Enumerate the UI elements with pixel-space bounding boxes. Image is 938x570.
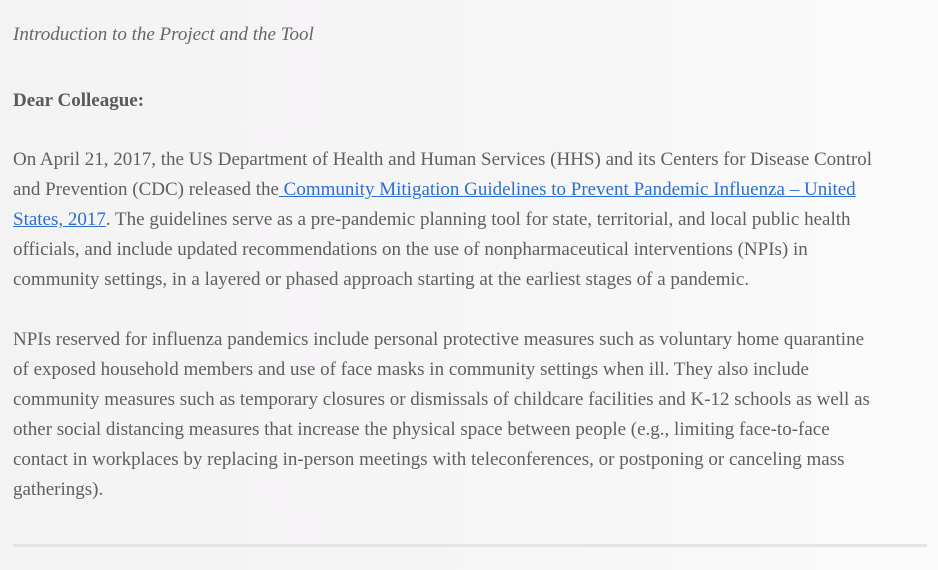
- paragraph-line: [13, 175, 923, 205]
- paragraph-text: and Prevention (CDC) released the: [13, 179, 279, 200]
- paragraph-guidelines-release: [13, 145, 923, 295]
- guidelines-link[interactable]: Community Mitigation Guidelines to Prevent Pandemic Influenza – United: [278, 179, 856, 200]
- paragraph-text: . The guidelines serve as a pre-pandemic planning tool for state, territorial, and local public health: [105, 209, 851, 230]
- document-page: [13, 0, 927, 570]
- section-title: Introduction to the Project and the Tool: [13, 24, 314, 45]
- paragraph-line: [13, 205, 923, 235]
- paragraph-npi-description: [13, 325, 923, 505]
- paragraph-line: contact in workplaces by replacing in-person meetings with teleconferences, or postponing or canceling mass: [13, 449, 845, 470]
- paragraph-line: On April 21, 2017, the US Department of Health and Human Services (HHS) and its Centers for Disease Control: [13, 149, 873, 170]
- paragraph-line: gatherings).: [13, 479, 104, 500]
- paragraph-line: community settings, in a layered or phased approach starting at the earliest stages of a pandemic.: [13, 269, 750, 290]
- letter-salutation: Dear Colleague:: [13, 90, 145, 111]
- paragraph-line: NPIs reserved for influenza pandemics include personal protective measures such as voluntary home quarantine: [13, 329, 865, 350]
- paragraph-line: officials, and include updated recommendations on the use of nonpharmaceutical interventions (NPIs) in: [13, 239, 808, 260]
- guidelines-link-continued[interactable]: States, 2017: [13, 209, 106, 230]
- paragraph-line: other social distancing measures that increase the physical space between people (e.g., limiting face-to-face: [13, 419, 830, 440]
- paragraph-line: of exposed household members and use of face masks in community settings when ill. They also include: [13, 359, 809, 380]
- section-divider: [13, 544, 927, 547]
- paragraph-line: community measures such as temporary closures or dismissals of childcare facilities and K-12 schools as well as: [13, 389, 870, 410]
